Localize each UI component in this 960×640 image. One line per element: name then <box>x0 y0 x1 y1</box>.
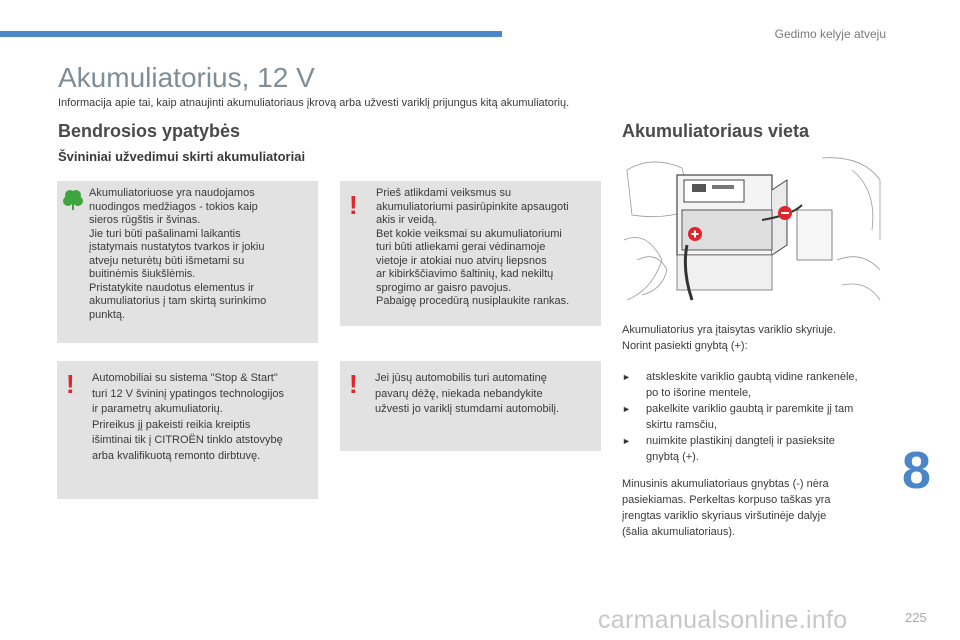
lead-acid-subheading: Švininiai užvedimui skirti akumuliatoriai <box>58 149 306 164</box>
top-accent-bar <box>0 31 502 37</box>
list-item <box>622 401 892 433</box>
eco-info-text: Akumuliatoriuose yra naudojamos nuodingos medžiagos - tokios kaip sieros rūgštis ir švinas. Jie turi būti pašalinami laikantis įstatymais nustatytos tvarkos ir jokiu atveju neturėtų būti išmetami su buitinėmis šiukšlėmis. Pristatykite naudotus elementus ir akumuliatorius į tam skirtą surinkimo punktą. <box>89 187 267 321</box>
step-text: atskleskite variklio gaubtą vidine rankenėle, po to išorine mentele, <box>646 371 858 399</box>
warning-icon: ! <box>349 190 358 220</box>
watermark: carmanualsonline.info <box>598 606 848 634</box>
arrow-right-icon: ► <box>622 436 631 446</box>
warning-box-safety <box>340 181 601 326</box>
steps-list <box>622 369 892 465</box>
list-item <box>622 369 892 401</box>
page-title: Akumuliatorius, 12 V <box>58 62 315 93</box>
warning-box-stop-start <box>57 361 318 499</box>
warning-box-automatic <box>340 361 601 451</box>
battery-location-illustration <box>622 150 884 312</box>
page-number: 225 <box>905 610 927 625</box>
automatic-text: Jei jūsų automobilis turi automatinę pavarų dėžę, niekada nebandykite užvesti jo variklį stumdami automobilį. <box>375 372 560 415</box>
step-text: nuimkite plastikinį dangtelį ir pasieksite gnybtą (+). <box>646 435 835 463</box>
stop-start-text: Automobiliai su sistema "Stop & Start" turi 12 V švininį ypatingos technologijos ir parametrų akumuliatorių. Prireikus jį pakeisti reikia kreiptis išimtinai tik į CITROËN tinklo atstovybę arba kvalifikuotą remonto dirbtuvę. <box>92 372 285 462</box>
arrow-right-icon: ► <box>622 372 631 382</box>
warning-icon: ! <box>349 369 358 399</box>
leaf-icon <box>63 189 83 211</box>
step-text: pakelkite variklio gaubtą ir paremkite jį tam skirtu ramsčiu, <box>646 403 854 431</box>
list-item <box>622 433 892 465</box>
general-heading: Bendrosios ypatybės <box>58 121 241 141</box>
warning-safety-text: Prieš atlikdami veiksmus su akumuliatoriumi pasirūpinkite apsaugoti akis ir veidą. Bet kokie veiksmai su akumuliatoriumi turi būti atliekami gerai vėdinamoje vietoje ir atokiai nuo atvirų liepsnos ar kibirkščiavimo šaltinių, kad nekiltų sprogimo ar gaisro pavojus. Pabaigę procedūrą nusiplaukite rankas. <box>376 187 570 307</box>
section-header: Gedimo kelyje atveju <box>774 27 886 41</box>
location-text: Akumuliatorius yra įtaisytas variklio skyriuje. Norint pasiekti gnybtą (+): <box>622 324 836 352</box>
eco-info-box <box>57 181 318 343</box>
page-intro: Informacija apie tai, kaip atnaujinti akumuliatoriaus įkrovą arba užvesti variklį prijungus kitą akumuliatorių. <box>58 97 570 109</box>
warning-icon: ! <box>66 369 75 399</box>
negative-terminal-text: Minusinis akumuliatoriaus gnybtas (-) nėra pasiekiamas. Perkeltas korpuso taškas yra įrengtas variklio skyriaus viršutinėje dalyje (šalia akumuliatoriaus). <box>622 478 831 538</box>
arrow-right-icon: ► <box>622 404 631 414</box>
location-heading: Akumuliatoriaus vieta <box>622 121 810 141</box>
chapter-number: 8 <box>902 442 931 500</box>
